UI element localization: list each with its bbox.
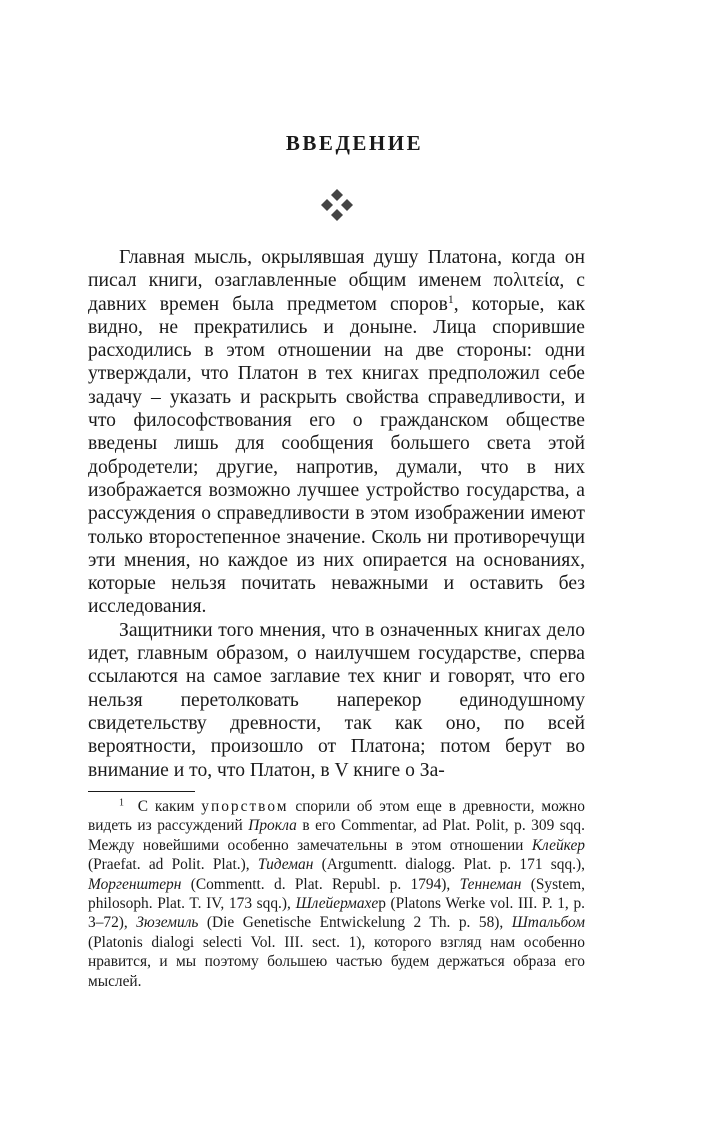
footnote xyxy=(88,797,585,991)
footnote-text xyxy=(88,797,585,991)
paragraph-2: Защитники того мнения, что в означенных книгах дело идет, главным образом, о наилучшем государстве, сперва ссылаются на самое заглавие тех книг и говорят, что его нельзя перетолковать наперекор единодушному свидетельству древности, так как оно, по всей вероятности, произошло от Платона; потом берут во внимание и то, что Платон, в V книге о За- xyxy=(88,619,585,781)
chapter-heading: ВВЕДЕНИЕ xyxy=(285,131,424,155)
footnote-number: 1 xyxy=(119,797,124,809)
author-name: Теннеман xyxy=(459,875,522,893)
paragraph-1-text-b: , которые, как видно, не прекратились и доныне. Лица спорившие расходились в этом отношении на две стороны: одни утверждали, что Платон в тех книгах предположил себе задачу – указать и раскрыть свойства справедливости, и что философствования его о гражданском обществе введены лишь для сообщения большего света этой добродетели; другие, напротив, думали, что в них изображается возможно лучшее устройство государства, а рассуждения о справедливости в этом изображении имеют только второстепенное значение. Сколь ни противоречущи эти мнения, но каждое из них опирается на основаниях, которые нельзя почитать неважными и оставить без исследования. xyxy=(88,293,585,618)
author-name: Зюземиль xyxy=(136,914,199,932)
paragraph-1-text-a: Главная мысль, окрылявшая душу Платона, когда он писал книги, озаглавленные общим именем πολιτεία, с давних времен была предметом споров xyxy=(88,247,585,315)
author-name: Клейкер xyxy=(531,836,585,854)
footnote-span: (Praefat. ad Polit. Plat.), xyxy=(88,856,250,874)
footnote-span: р (Platons Werke vol. III. P. 1, p. 3–72), xyxy=(88,895,585,932)
footnote-divider xyxy=(88,791,195,792)
footnote-span: в его Commentar, ad Plat. Polit, p. 309 sqq. Между новейшими особенно замечательны в этом отношении xyxy=(88,817,585,854)
paragraph-1 xyxy=(88,246,585,619)
footnote-span: С каким xyxy=(137,798,195,815)
main-text xyxy=(88,246,585,782)
footnote-span: (Platonis dialogi selecti Vol. III. sect. 1), которого взгляд нам особенно нравится, и мы поэтому большею частью будем держаться образа его мыслей. xyxy=(88,933,585,990)
footnote-spaced-word: упорством xyxy=(201,798,289,815)
author-name: Моргенштерн xyxy=(88,875,182,893)
footnote-span: спорили об этом еще в древности, можно видеть из рассуждений xyxy=(88,798,585,835)
author-name: Тидеман xyxy=(257,856,314,874)
footnote-span: (Die Genetische Entwickelung 2 Th. p. 58), xyxy=(206,914,504,932)
footnote-span: (Argumentt. dialogg. Plat. p. 171 sqq.), xyxy=(321,856,585,874)
footnote-span: (Commentt. d. Plat. Republ. p. 1794), xyxy=(190,875,451,893)
author-name: Штальбом xyxy=(511,914,585,932)
author-name: Шлейермахе xyxy=(295,895,379,913)
footnote-span: (System, philosoph. Plat. T. IV, 173 sqq.), xyxy=(88,875,585,913)
author-name: Прокла xyxy=(248,817,297,835)
four-diamond-ornament-icon xyxy=(320,188,354,222)
footnote-reference[interactable]: 1 xyxy=(447,292,454,306)
